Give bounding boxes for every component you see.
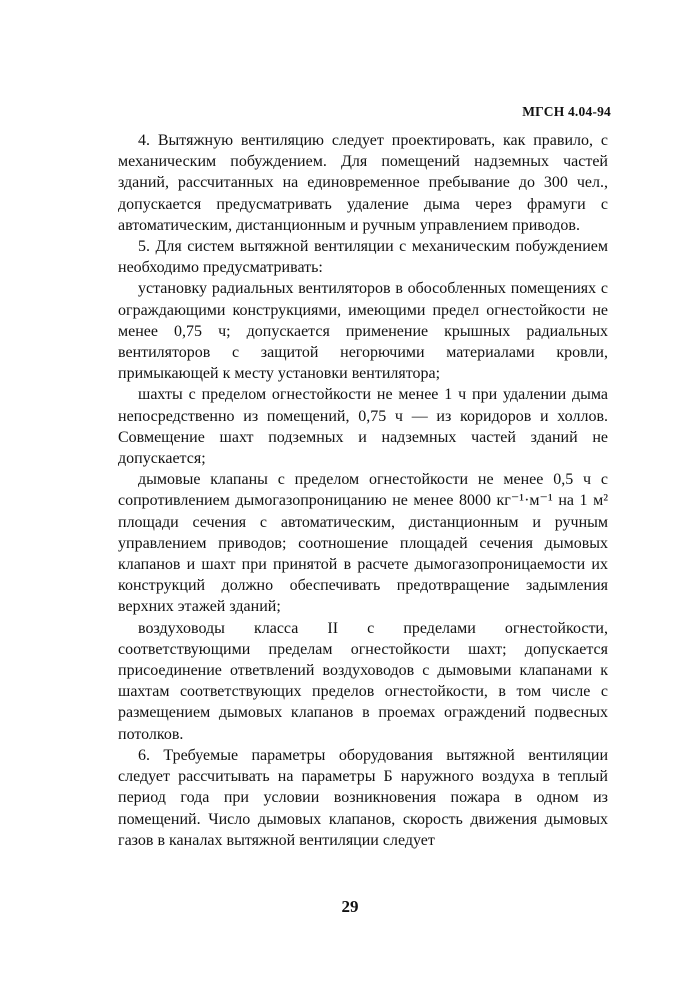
paragraph-shafts: шахты с пределом огнестойкости не менее 1 ч при удалении дыма непосредственно из помещений, 0,75 ч — из коридоров и холлов. Совмещение шахт подземных и надземных частей зданий не допускается;	[118, 386, 608, 468]
paragraph-item-5: 5. Для систем вытяжной вентиляции с механическим побуждением необходимо предусматривать:	[118, 238, 608, 277]
paragraph-smoke-valves: дымовые клапаны с пределом огнестойкости не менее 0,5 ч с сопротивлением дымогазопроницанию не менее 8000 кг⁻¹·м⁻¹ на 1 м² площади сечения с автоматическим, дистанционным и ручным управлением приводов; соотношение площадей сечения дымовых клапанов и шахт при принятой в расчете дымогазопроницаемости их конструкций должно обеспечивать предотвращение задымления верхних этажей зданий;	[118, 471, 608, 616]
paragraph-item-4: 4. Вытяжную вентиляцию следует проектировать, как правило, с механическим побуждением. Для помещений надземных частей зданий, рассчитанных на единовременное пребывание до 300 чел., допускается предусматривать удаление дыма через фрамуги с автоматическим, дистанционным и ручным управлением приводов.	[118, 132, 608, 234]
body-text	[118, 130, 608, 851]
paragraph-fans: установку радиальных вентиляторов в обособленных помещениях с ограждающими конструкциями, имеющими предел огнестойкости не менее 0,75 ч; допускается применение крышных радиальных вентиляторов с защитой негорючими материалами кровли, примыкающей к месту установки вентилятора;	[118, 280, 608, 383]
paragraph-item-6: 6. Требуемые параметры оборудования вытяжной вентиляции следует рассчитывать на параметры Б наружного воздуха в теплый период года при условии возникновения пожара в одном из помещений. Число дымовых клапанов, скорость движения дымовых газов в каналах вытяжной вентиляции следует	[118, 746, 608, 849]
paragraph-air-ducts: воздуховоды класса II с пределами огнестойкости, соответствующими пределам огнестойкости шахт; допускается присоединение ответвлений воздуховодов с дымовыми клапанами к шахтам соответствующих пределов огнестойкости, в том числе с размещением дымовых клапанов в проемах ограждений подвесных потолков.	[118, 619, 608, 743]
page-number: 29	[341, 897, 359, 916]
document-code-header: МГСН 4.04-94	[522, 104, 611, 119]
